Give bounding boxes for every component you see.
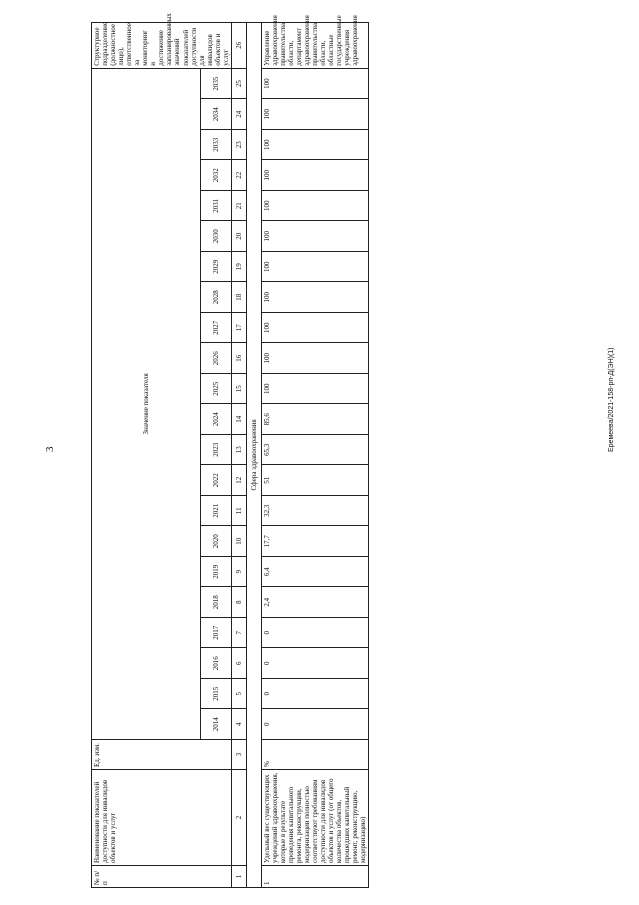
column-number: 7: [231, 618, 246, 649]
row-responsible: Управление здравоохранения правительства области, департамент здравоохранения правительства области, областные государственные учреждения здравоохранения: [261, 22, 369, 68]
column-number: 12: [231, 465, 246, 496]
header-year: 2014: [200, 709, 231, 740]
header-year: 2020: [200, 526, 231, 557]
header-year: 2021: [200, 496, 231, 527]
row-value-2019: 6,4: [261, 557, 369, 588]
row-value-2030: 100: [261, 221, 369, 252]
row-value-2017: 0: [261, 618, 369, 649]
row-value-2035: 100: [261, 68, 369, 99]
column-number: 23: [231, 130, 246, 161]
column-number: 25: [231, 68, 246, 99]
column-number: 1: [231, 866, 246, 888]
row-value-2014: 0: [261, 709, 369, 740]
row-value-2033: 100: [261, 130, 369, 161]
row-indicator-name: Удельный вес существующих учреждений здравоохранения, которые в результате проведения капитального ремонта, реконструкции, модернизации полностью соответствуют требованиям доступности для инвалидов объектов и услуг (от общего количества объектов, прошедших капитальный ремонт, реконструкцию, модернизацию): [261, 770, 369, 866]
header-value-group: Значение показателя: [92, 68, 201, 739]
row-value-2015: 0: [261, 679, 369, 710]
row-value-2021: 32,3: [261, 496, 369, 527]
column-number: 16: [231, 343, 246, 374]
row-value-2029: 100: [261, 252, 369, 283]
header-year: 2026: [200, 343, 231, 374]
column-number: 11: [231, 496, 246, 527]
header-year: 2035: [200, 68, 231, 99]
column-number: 14: [231, 404, 246, 435]
header-indicator-name: Наименование показателей доступности для инвалидов объектов и услуг: [92, 770, 232, 866]
indicator-table: [91, 13, 369, 888]
column-number: 10: [231, 526, 246, 557]
row-value-2027: 100: [261, 313, 369, 344]
column-number: 15: [231, 374, 246, 405]
column-number: 21: [231, 191, 246, 222]
row-value-2026: 100: [261, 343, 369, 374]
row-value-2034: 100: [261, 99, 369, 130]
row-value-2018: 2,4: [261, 587, 369, 618]
column-number: 2: [231, 770, 246, 866]
row-value-2022: 51: [261, 465, 369, 496]
column-number: 26: [231, 22, 246, 68]
column-number: 22: [231, 160, 246, 191]
page-number: 3: [44, 446, 56, 452]
column-number: 19: [231, 252, 246, 283]
row-value-2016: 0: [261, 648, 369, 679]
column-number: 8: [231, 587, 246, 618]
column-number: 4: [231, 709, 246, 740]
header-year: 2017: [200, 618, 231, 649]
header-year: 2025: [200, 374, 231, 405]
column-number: 17: [231, 313, 246, 344]
header-unit: Ед. изм.: [92, 740, 232, 770]
column-number: 3: [231, 740, 246, 770]
row-unit: %: [261, 740, 369, 770]
column-number: 18: [231, 282, 246, 313]
column-number: 13: [231, 435, 246, 466]
header-year: 2031: [200, 191, 231, 222]
header-year: 2016: [200, 648, 231, 679]
table-row: [261, 22, 369, 887]
header-year: 2022: [200, 465, 231, 496]
column-number: 9: [231, 557, 246, 588]
header-year: 2030: [200, 221, 231, 252]
row-value-2024: 85,6: [261, 404, 369, 435]
header-year: 2024: [200, 404, 231, 435]
document-code: Еремеева/2021-158-рп-Д(ЭН)(1): [608, 347, 615, 452]
row-value-2032: 100: [261, 160, 369, 191]
header-year: 2029: [200, 252, 231, 283]
column-number: 24: [231, 99, 246, 130]
row-value-2028: 100: [261, 282, 369, 313]
header-year: 2015: [200, 679, 231, 710]
header-year: 2018: [200, 587, 231, 618]
header-year: 2033: [200, 130, 231, 161]
header-year: 2023: [200, 435, 231, 466]
header-year: 2027: [200, 313, 231, 344]
indicator-table-container: [91, 13, 369, 888]
section-title: Сфера здравоохранения: [246, 22, 261, 887]
row-value-2020: 17,7: [261, 526, 369, 557]
header-year: 2028: [200, 282, 231, 313]
column-number: 6: [231, 648, 246, 679]
header-year: 2019: [200, 557, 231, 588]
row-value-2025: 100: [261, 374, 369, 405]
column-number: 5: [231, 679, 246, 710]
row-value-2023: 65,3: [261, 435, 369, 466]
row-value-2031: 100: [261, 191, 369, 222]
header-no: № п/п: [92, 866, 232, 888]
header-year: 2034: [200, 99, 231, 130]
column-number: 20: [231, 221, 246, 252]
header-year: 2032: [200, 160, 231, 191]
row-no: 1: [261, 866, 369, 888]
header-responsible: Структурное подразделение (должностное лицо), ответственное за мониторинг и достижение запланированных значений показателей доступности для инвалидов объектов и услуг: [92, 22, 232, 68]
